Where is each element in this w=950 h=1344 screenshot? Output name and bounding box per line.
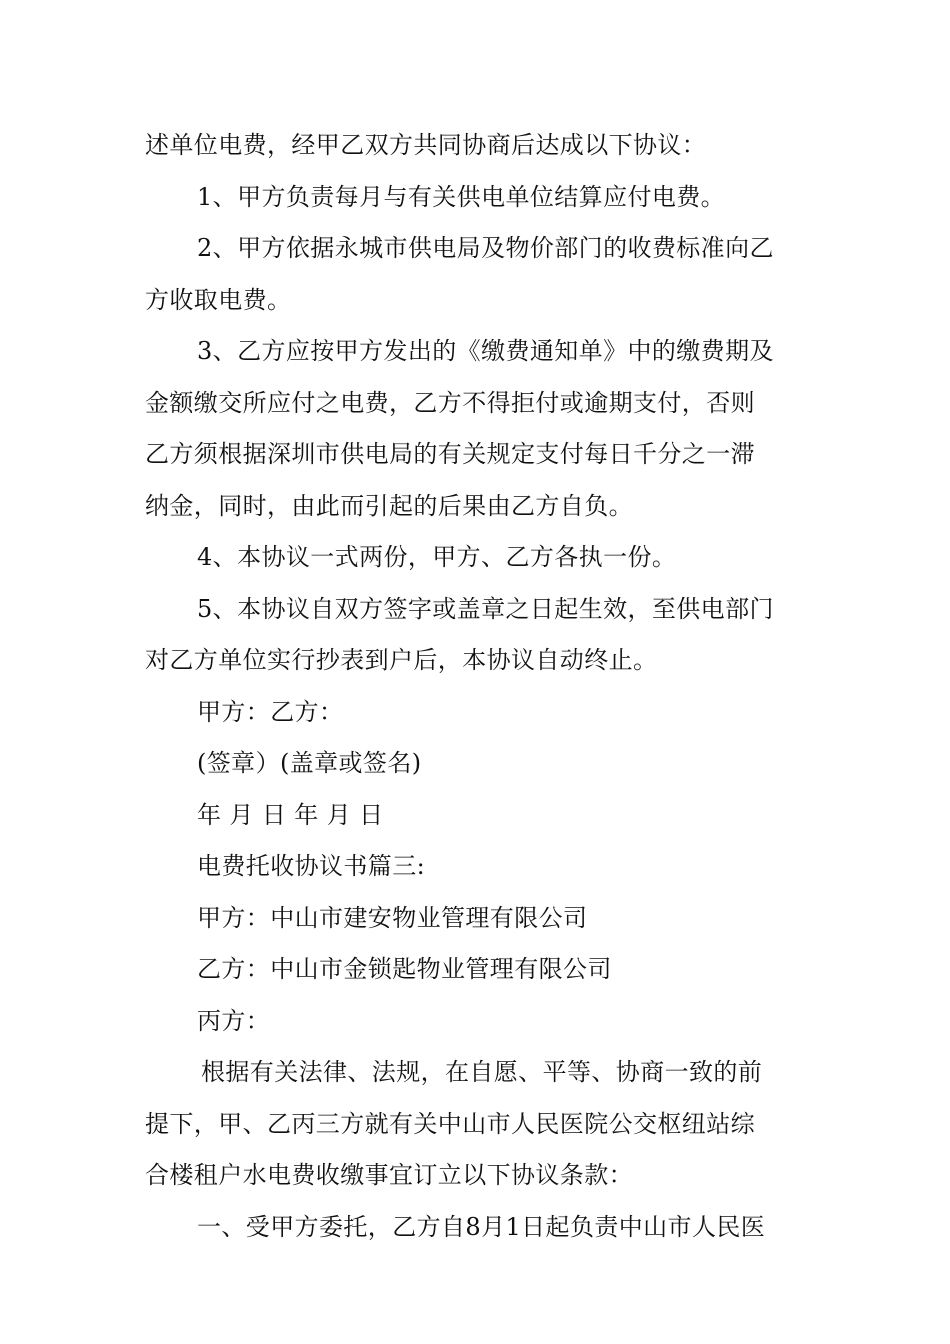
section-heading: 电费托收协议书篇三: bbox=[197, 852, 426, 880]
agreement-intro-continued: 提下，甲、乙丙三方就有关中山市人民医院公交枢纽站综 bbox=[145, 1109, 755, 1138]
clause-4: 4、本协议一式两份，甲方、乙方各执一份。 bbox=[197, 543, 677, 571]
party-b: 乙方：中山市金锁匙物业管理有限公司 bbox=[197, 955, 612, 983]
agreement-intro: 根据有关法律、法规，在自愿、平等、协商一致的前 bbox=[201, 1058, 763, 1086]
clause-1: 1、甲方负责每月与有关供电单位结算应付电费。 bbox=[197, 182, 726, 211]
article-1: 一、受甲方委托，乙方自8月1日起负责中山市人民医 bbox=[197, 1212, 766, 1241]
document-body bbox=[145, 120, 810, 1253]
signature-seal-line: (签章）(盖章或签名) bbox=[197, 749, 422, 777]
signature-parties: 甲方：乙方： bbox=[197, 697, 344, 726]
clause-3-continued: 金额缴交所应付之电费，乙方不得拒付或逾期支付，否则 bbox=[145, 388, 755, 417]
signature-date-line: 年 月 日 年 月 日 bbox=[197, 800, 384, 829]
clause-2: 2、甲方依据永城市供电局及物价部门的收费标准向乙 bbox=[197, 234, 774, 262]
clause-3-continued: 纳金，同时，由此而引起的后果由乙方自负。 bbox=[145, 491, 633, 520]
party-a: 甲方：中山市建安物业管理有限公司 bbox=[197, 903, 588, 932]
paragraph-line: 述单位电费，经甲乙双方共同协商后达成以下协议： bbox=[145, 131, 707, 159]
clause-3-continued: 乙方须根据深圳市供电局的有关规定支付每日千分之一滞 bbox=[145, 440, 755, 468]
agreement-intro-continued: 合楼租户水电费收缴事宜订立以下协议条款： bbox=[145, 1161, 633, 1189]
party-c: 丙方： bbox=[197, 1006, 271, 1035]
clause-5: 5、本协议自双方签字或盖章之日起生效，至供电部门 bbox=[197, 594, 774, 623]
clause-5-continued: 对乙方单位实行抄表到户后，本协议自动终止。 bbox=[145, 646, 658, 674]
clause-3: 3、乙方应按甲方发出的《缴费通知单》中的缴费期及 bbox=[197, 337, 774, 365]
clause-2-continued: 方收取电费。 bbox=[145, 285, 292, 314]
